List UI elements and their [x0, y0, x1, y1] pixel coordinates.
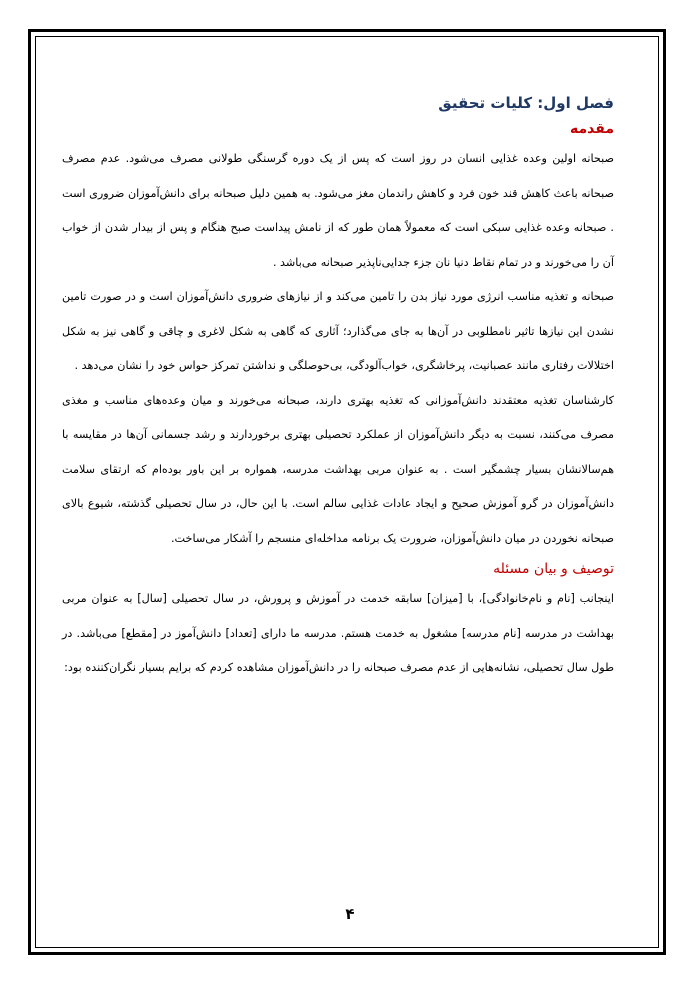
page-content — [62, 84, 614, 686]
problem-paragraph-1: اینجانب [نام و نام‌خانوادگی]، با [میزان] سابقه خدمت در آموزش و پرورش، در سال تحصیلی [سال] به عنوان مربی بهداشت در مدرسه [نام مدرسه] مشغول به خدمت هستم. مدرسه ما دارای [تعداد] دانش‌آموز در [مقطع] می‌باشد. در طول سال تحصیلی، نشانه‌هایی از عدم مصرف صبحانه را در دانش‌آموزان مشاهده کردم که برایم بسیار نگران‌کننده بود: — [62, 592, 614, 674]
intro-paragraph-1: صبحانه اولین وعده غذایی انسان در روز است که پس از یک دوره گرسنگی طولانی مصرف می‌شود. عدم مصرف صبحانه باعث کاهش قند خون فرد و کاهش راندمان مغز می‌شود. به همین دلیل صبحانه برای دانش‌آموزان ضروری است . صبحانه وعده غذایی سبکی است که معمولاً همان طور که از نامش پیداست صبح هنگام و پس از بیدار شدن از خواب آن را می‌خورند و در تمام نقاط دنیا نان جزء جدایی‌ناپذیر صبحانه می‌باشد . — [62, 152, 614, 269]
intro-paragraph-3: کارشناسان تغذیه معتقدند دانش‌آموزانی که تغذیه بهتری دارند، صبحانه می‌خورند و میان وعده‌های مناسب و مغذی مصرف می‌کنند، نسبت به دیگر دانش‌آموزان از عملکرد تحصیلی بهتری برخوردارند و رشد جسمانی آن‌ها در مقایسه با هم‌سالانشان بسیار چشمگیر است . به عنوان مربی بهداشت مدرسه، همواره بر این باور بوده‌ام که ارتقای سلامت دانش‌آموزان در گرو آموزش صحیح و ایجاد عادات غذایی سالم است. با این حال، در سال تحصیلی گذشته، شیوع بالای صبحانه نخوردن در میان دانش‌آموزان، ضرورت یک برنامه مداخله‌ای منسجم را آشکار می‌ساخت. — [62, 393, 614, 545]
section-title-problem: توصیف و بیان مسئله — [493, 561, 614, 577]
section-title-intro: مقدمه — [570, 121, 614, 137]
page-number: ۴ — [345, 905, 355, 923]
intro-paragraph-2: صبحانه و تغذیه مناسب انرژی مورد نیاز بدن را تامین می‌کند و از نیازهای ضروری دانش‌آموزان است و در صورت تامین نشدن این نیازها تاثیر نامطلوبی در آن‌ها به جای می‌گذارد؛ آثاری که گاهی به شکل لاغری و چاقی و گاهی نیز به شکل اختلالات رفتاری مانند عصبانیت، پرخاشگری، خواب‌آلودگی، بی‌حوصلگی و نداشتن تمرکز حواس خود را نشان می‌دهد . — [62, 290, 614, 372]
chapter-title: فصل اول: کلیات تحقیق — [438, 94, 614, 112]
